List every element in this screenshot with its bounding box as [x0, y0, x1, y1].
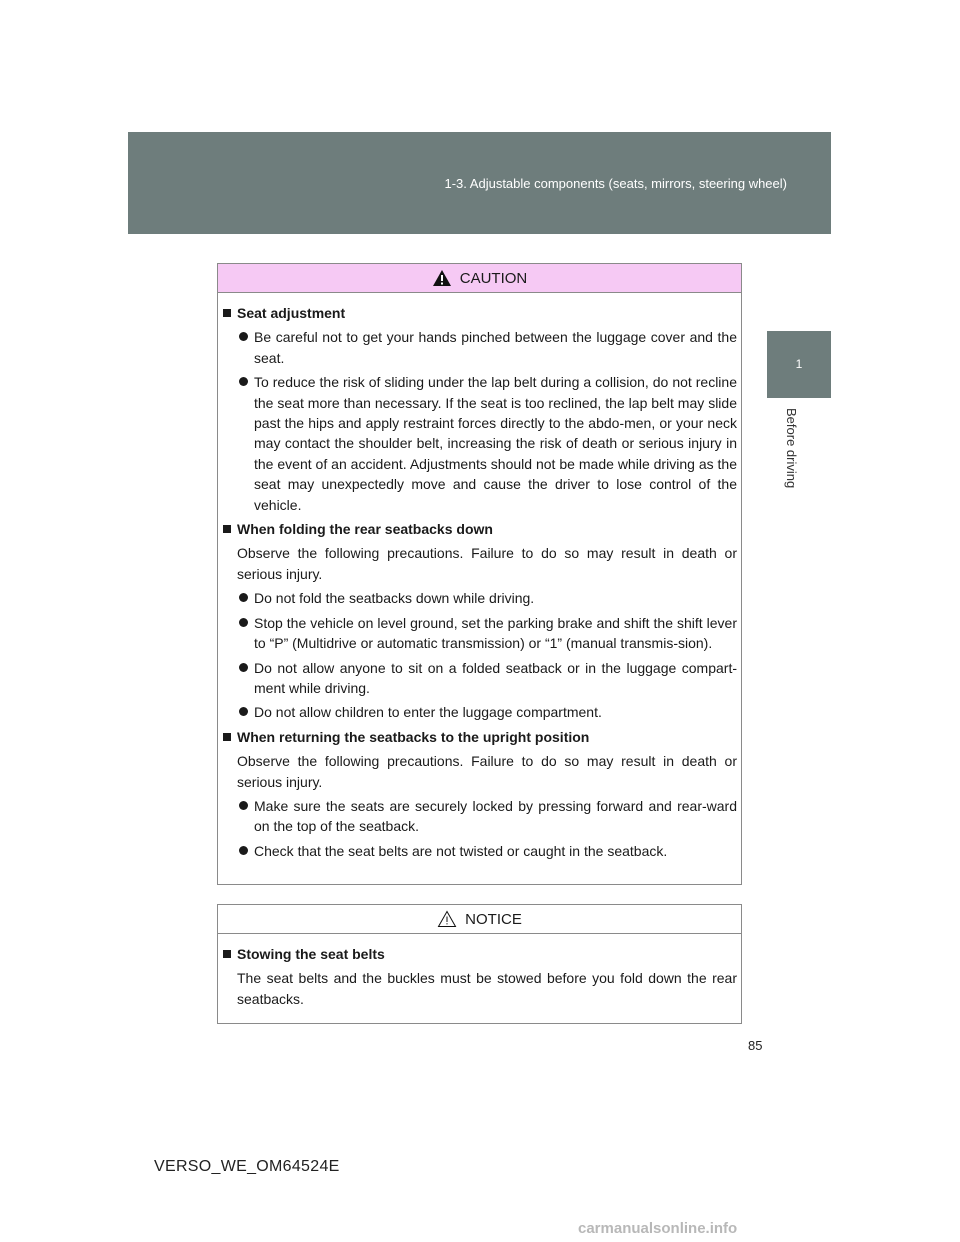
notice-box: [217, 904, 742, 1024]
chapter-tab: [767, 331, 831, 398]
section-heading: When returning the seatbacks to the upright position: [223, 727, 737, 747]
caution-title: CAUTION: [459, 269, 528, 287]
list-item: Do not allow children to enter the luggage compartment.: [223, 702, 737, 722]
list-item: Make sure the seats are securely locked by pressing forward and rear-ward on the top of the seatback.: [223, 796, 737, 837]
warning-outline-icon: [437, 910, 457, 928]
document-code: VERSO_WE_OM64524E: [154, 1158, 340, 1175]
section-intro: Observe the following precautions. Failure to do so may result in death or serious injury.: [237, 753, 737, 790]
notice-header: [218, 905, 741, 934]
notice-title: NOTICE: [465, 910, 522, 928]
notice-text: The seat belts and the buckles must be stowed before you fold down the rear seatbacks.: [237, 970, 737, 1007]
watermark: carmanualsonline.info: [578, 1220, 738, 1237]
list-item: Check that the seat belts are not twisted or caught in the seatback.: [223, 841, 737, 861]
list-item: Do not fold the seatbacks down while driving.: [223, 588, 737, 608]
list-item: To reduce the risk of sliding under the lap belt during a collision, do not recline the seat more than necessary. If the seat is too reclined, the lap belt may slide past the hips and apply restraint forces directly to the abdo-men, or your neck may contact the shoulder belt, increasing the risk of death or serious injury in the event of an accident. Adjustments should not be made while driving as the seat may unexpectedly move and cause the driver to lose control of the vehicle.: [223, 372, 737, 515]
section-heading: Seat adjustment: [223, 303, 737, 323]
page-number: 85: [748, 1038, 763, 1053]
section-intro: Observe the following precautions. Failure to do so may result in death or serious injury.: [237, 545, 737, 582]
caution-body: [218, 293, 741, 861]
notice-body: [218, 934, 741, 1009]
list-item: Do not allow anyone to sit on a folded seatback or in the luggage compart-ment while driving.: [223, 658, 737, 699]
caution-header: [218, 264, 741, 293]
chapter-label: Before driving: [784, 408, 799, 489]
section-heading: Stowing the seat belts: [223, 944, 737, 964]
chapter-header-bar: [128, 132, 831, 234]
list-item: Stop the vehicle on level ground, set the parking brake and shift the shift lever to “P” (Multidrive or automatic transmission) or “1” (manual transmis-sion).: [223, 613, 737, 654]
section-heading: When folding the rear seatbacks down: [223, 519, 737, 539]
list-item: Be careful not to get your hands pinched between the luggage cover and the seat.: [223, 327, 737, 368]
section-title: 1-3. Adjustable components (seats, mirrors, steering wheel): [444, 176, 787, 191]
caution-box: [217, 263, 742, 885]
warning-triangle-icon: [432, 269, 452, 287]
chapter-number: 1: [795, 357, 803, 371]
